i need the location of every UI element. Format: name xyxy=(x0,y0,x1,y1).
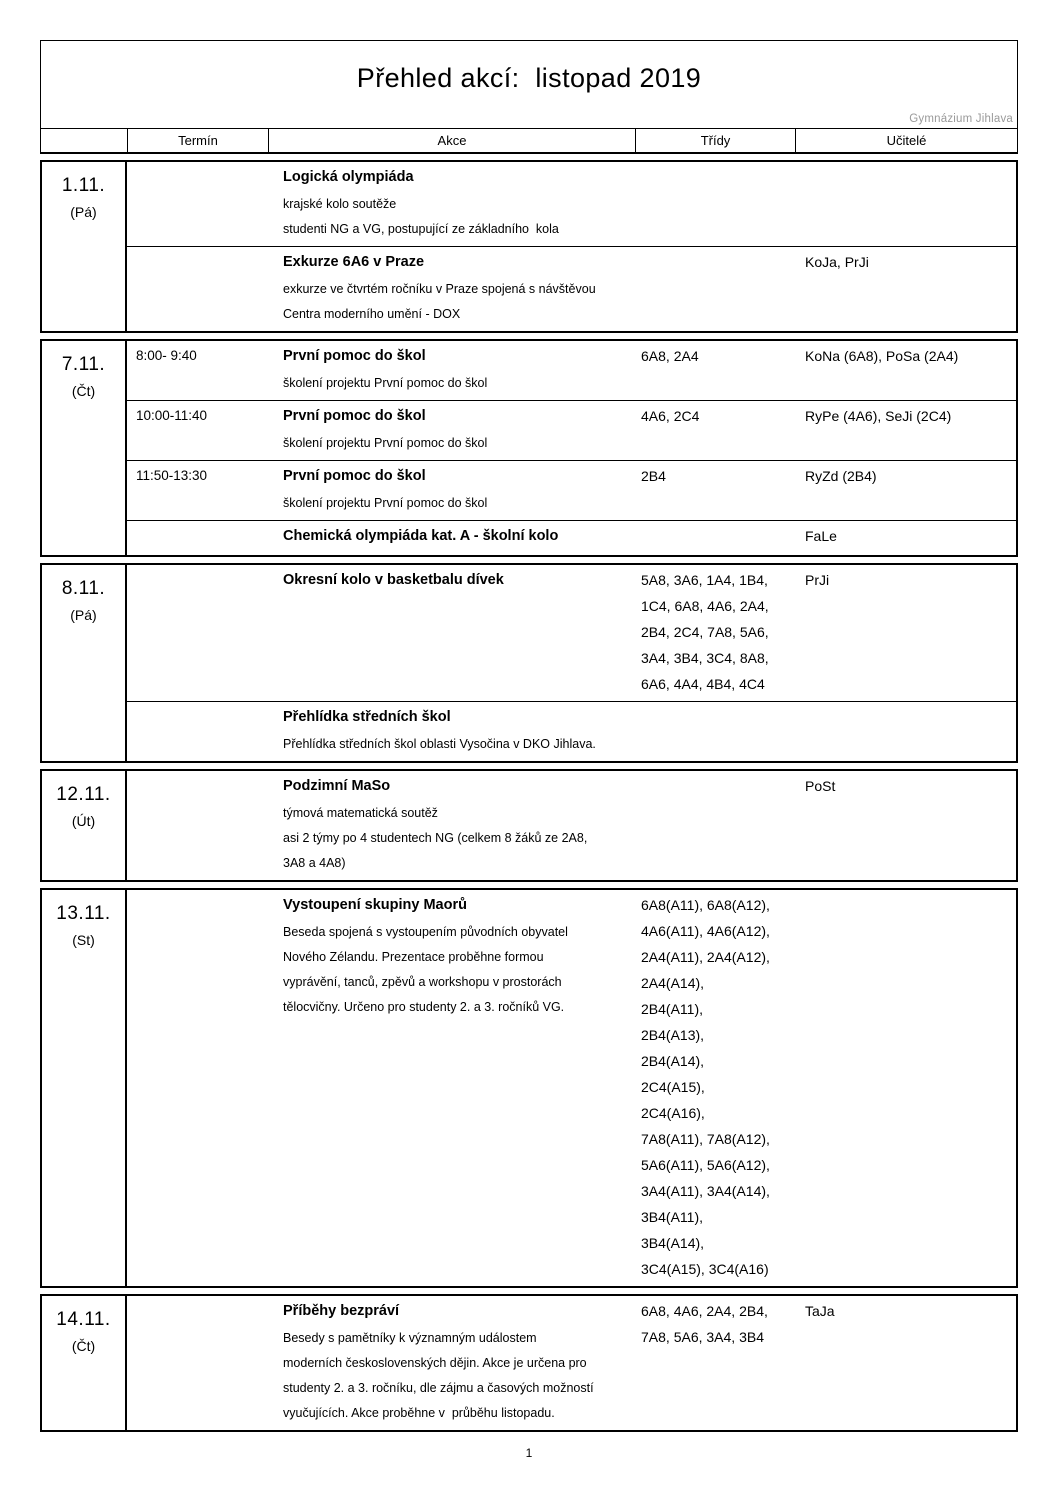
event-title: Příběhy bezpráví xyxy=(283,1303,400,1319)
event-title: Chemická olympiáda kat. A - školní kolo xyxy=(283,528,559,544)
event-classes xyxy=(633,892,793,1282)
event-row xyxy=(127,565,1016,701)
event-title: První pomoc do škol xyxy=(283,408,426,424)
day-group xyxy=(40,160,1018,333)
event-description xyxy=(283,431,621,456)
date-cell xyxy=(42,565,127,761)
day-group xyxy=(40,888,1018,1288)
event-time xyxy=(127,526,266,551)
text-line: studenty 2. a 3. ročníku, dle zájmu a časových možností xyxy=(283,1381,594,1395)
event-classes xyxy=(633,164,793,242)
text-line: 3A8 a 4A8) xyxy=(283,856,346,870)
event-title: Vystoupení skupiny Maorů xyxy=(283,897,467,913)
header-cell-akce: Akce xyxy=(269,129,636,152)
day-group xyxy=(40,1294,1018,1432)
text-line: 2B4 xyxy=(641,468,666,484)
event-title: První pomoc do škol xyxy=(283,348,426,364)
text-line: 7A8(A11), 7A8(A12), xyxy=(641,1131,770,1147)
event-cell xyxy=(266,1301,633,1426)
text-line: 2B4(A14), xyxy=(641,1053,705,1069)
event-cell xyxy=(266,570,633,697)
event-classes xyxy=(633,403,793,456)
event-teachers: KoNa (6A8), PoSa (2A4) xyxy=(805,348,959,364)
event-cell xyxy=(266,776,633,876)
event-rows xyxy=(127,1296,1016,1430)
date-cell xyxy=(42,162,127,331)
event-cell xyxy=(266,346,633,396)
event-classes xyxy=(633,567,793,697)
text-line: 6A6, 4A4, 4B4, 4C4 xyxy=(641,676,765,692)
event-teachers xyxy=(793,707,1016,757)
text-line: Besedy s pamětníky k významným událostem xyxy=(283,1331,537,1345)
event-time: 11:50-13:30 xyxy=(136,468,208,483)
event-row xyxy=(127,1296,1016,1430)
text-line: vyučujících. Akce proběhne v průběhu listopadu. xyxy=(283,1406,555,1420)
event-description xyxy=(283,277,621,327)
text-line: 4A6, 2C4 xyxy=(641,408,700,424)
event-teachers: PoSt xyxy=(805,778,836,794)
day-group xyxy=(40,563,1018,763)
event-row xyxy=(127,771,1016,880)
text-line: školení projektu První pomoc do škol xyxy=(283,496,488,510)
event-cell xyxy=(266,167,633,242)
weekday-label: (Čt) xyxy=(71,1338,96,1354)
event-teachers: PrJi xyxy=(805,572,830,588)
title-box xyxy=(40,40,1018,128)
text-line: 6A8, 2A4 xyxy=(641,348,699,364)
text-line: školení projektu První pomoc do škol xyxy=(283,436,488,450)
weekday-label: (Út) xyxy=(71,813,96,829)
text-line: 2B4(A13), xyxy=(641,1027,705,1043)
event-row xyxy=(127,400,1016,460)
event-rows xyxy=(127,890,1016,1286)
event-teachers: RyZd (2B4) xyxy=(805,468,877,484)
event-teachers: FaLe xyxy=(805,528,837,544)
text-line: školení projektu První pomoc do škol xyxy=(283,376,488,390)
event-row xyxy=(127,701,1016,761)
header-cell-empty xyxy=(41,129,128,152)
text-line: 2A4(A14), xyxy=(641,975,705,991)
text-line: Centra moderního umění - DOX xyxy=(283,307,461,321)
text-line: Přehlídka středních škol oblasti Vysočina v DKO Jihlava. xyxy=(283,737,596,751)
text-line: 3C4(A15), 3C4(A16) xyxy=(641,1261,769,1277)
event-description xyxy=(283,371,621,396)
event-time xyxy=(127,570,266,697)
event-classes xyxy=(633,704,793,757)
date-cell xyxy=(42,890,127,1286)
text-line: krajské kolo soutěže xyxy=(283,197,397,211)
event-title: První pomoc do škol xyxy=(283,468,426,484)
text-line: 4A6(A11), 4A6(A12), xyxy=(641,923,770,939)
date-cell xyxy=(42,341,127,555)
event-description xyxy=(283,1326,621,1426)
event-classes xyxy=(633,463,793,516)
text-line: 3B4(A14), xyxy=(641,1235,705,1251)
event-rows xyxy=(127,162,1016,331)
event-rows xyxy=(127,341,1016,555)
event-description xyxy=(283,920,621,1020)
text-line: 1C4, 6A8, 4A6, 2A4, xyxy=(641,598,769,614)
event-time: 10:00-11:40 xyxy=(136,408,208,423)
event-time: 8:00- 9:40 xyxy=(136,348,197,363)
event-time xyxy=(127,895,266,1282)
event-teachers xyxy=(793,895,1016,1282)
text-line: 2B4(A11), xyxy=(641,1001,703,1017)
event-cell xyxy=(266,895,633,1282)
text-line: asi 2 týmy po 4 studentech NG (celkem 8 žáků ze 2A8, xyxy=(283,831,588,845)
text-line: 2A4(A11), 2A4(A12), xyxy=(641,949,770,965)
table-header-row xyxy=(40,128,1018,154)
event-cell xyxy=(266,466,633,516)
header-cell-tridy: Třídy xyxy=(636,129,796,152)
event-row xyxy=(127,460,1016,520)
event-rows xyxy=(127,771,1016,880)
event-title: Logická olympiáda xyxy=(283,169,414,185)
event-cell xyxy=(266,707,633,757)
page-number: 1 xyxy=(525,1446,533,1460)
text-line: týmová matematická soutěž xyxy=(283,806,438,820)
event-description xyxy=(283,491,621,516)
text-line: Beseda spojená s vystoupením původních obyvatel xyxy=(283,925,568,939)
date-label: 8.11. xyxy=(61,578,106,599)
event-title: Exkurze 6A6 v Praze xyxy=(283,254,425,270)
text-line: Nového Zélandu. Prezentace proběhne formou xyxy=(283,950,544,964)
text-line: 7A8, 5A6, 3A4, 3B4 xyxy=(641,1329,764,1345)
event-groups xyxy=(40,160,1018,1432)
event-title: Podzimní MaSo xyxy=(283,778,391,794)
event-row xyxy=(127,890,1016,1286)
event-classes xyxy=(633,343,793,396)
date-label: 7.11. xyxy=(61,354,106,375)
event-description xyxy=(283,192,621,242)
day-group xyxy=(40,769,1018,882)
event-time xyxy=(127,776,266,876)
organization-label: Gymnázium Jihlava xyxy=(909,113,1013,125)
event-time xyxy=(127,707,266,757)
text-line: 5A6(A11), 5A6(A12), xyxy=(641,1157,770,1173)
date-label: 14.11. xyxy=(56,1309,111,1330)
text-line: 3B4(A11), xyxy=(641,1209,703,1225)
event-time xyxy=(127,252,266,327)
document-page xyxy=(40,40,1018,1460)
weekday-label: (Pá) xyxy=(70,204,97,220)
weekday-label: (St) xyxy=(72,932,95,948)
text-line: tělocvičny. Určeno pro studenty 2. a 3. ročníků VG. xyxy=(283,1000,565,1014)
header-cell-termin: Termín xyxy=(128,129,269,152)
weekday-label: (Pá) xyxy=(70,607,97,623)
event-cell xyxy=(266,526,633,551)
date-label: 12.11. xyxy=(56,784,111,805)
document-title: Přehled akcí: listopad 2019 xyxy=(356,63,702,93)
date-label: 1.11. xyxy=(61,175,106,196)
text-line: vyprávění, tanců, zpěvů a workshopu v prostorách xyxy=(283,975,562,989)
event-row xyxy=(127,341,1016,400)
date-label: 13.11. xyxy=(56,903,111,924)
text-line: 2C4(A15), xyxy=(641,1079,705,1095)
event-classes xyxy=(633,773,793,876)
day-group xyxy=(40,339,1018,557)
text-line: exkurze ve čtvrtém ročníku v Praze spojená s návštěvou xyxy=(283,282,596,296)
date-cell xyxy=(42,1296,127,1430)
weekday-label: (Čt) xyxy=(71,383,96,399)
text-line: 5A8, 3A6, 1A4, 1B4, xyxy=(641,572,768,588)
event-cell xyxy=(266,406,633,456)
text-line: 6A8(A11), 6A8(A12), xyxy=(641,897,770,913)
text-line: 3A4(A11), 3A4(A14), xyxy=(641,1183,770,1199)
event-title: Přehlídka středních škol xyxy=(283,709,451,725)
date-cell xyxy=(42,771,127,880)
text-line: moderních československých dějin. Akce je určena pro xyxy=(283,1356,587,1370)
event-teachers xyxy=(793,167,1016,242)
event-teachers: KoJa, PrJi xyxy=(805,254,869,270)
text-line: 2B4, 2C4, 7A8, 5A6, xyxy=(641,624,769,640)
event-description xyxy=(283,732,621,757)
event-classes xyxy=(633,1298,793,1426)
event-description xyxy=(283,801,621,876)
event-row xyxy=(127,162,1016,246)
event-classes xyxy=(633,249,793,327)
event-teachers: RyPe (4A6), SeJi (2C4) xyxy=(805,408,952,424)
event-row xyxy=(127,520,1016,555)
event-rows xyxy=(127,565,1016,761)
text-line: 2C4(A16), xyxy=(641,1105,705,1121)
event-classes xyxy=(633,523,793,551)
event-time xyxy=(127,167,266,242)
event-title: Okresní kolo v basketbalu dívek xyxy=(283,572,504,588)
header-cell-ucitele: Učitelé xyxy=(886,133,927,148)
text-line: 6A8, 4A6, 2A4, 2B4, xyxy=(641,1303,768,1319)
text-line: 3A4, 3B4, 3C4, 8A8, xyxy=(641,650,769,666)
event-teachers: TaJa xyxy=(805,1303,835,1319)
event-cell xyxy=(266,252,633,327)
event-row xyxy=(127,246,1016,331)
text-line: studenti NG a VG, postupující ze základního kola xyxy=(283,222,559,236)
event-time xyxy=(127,1301,266,1426)
